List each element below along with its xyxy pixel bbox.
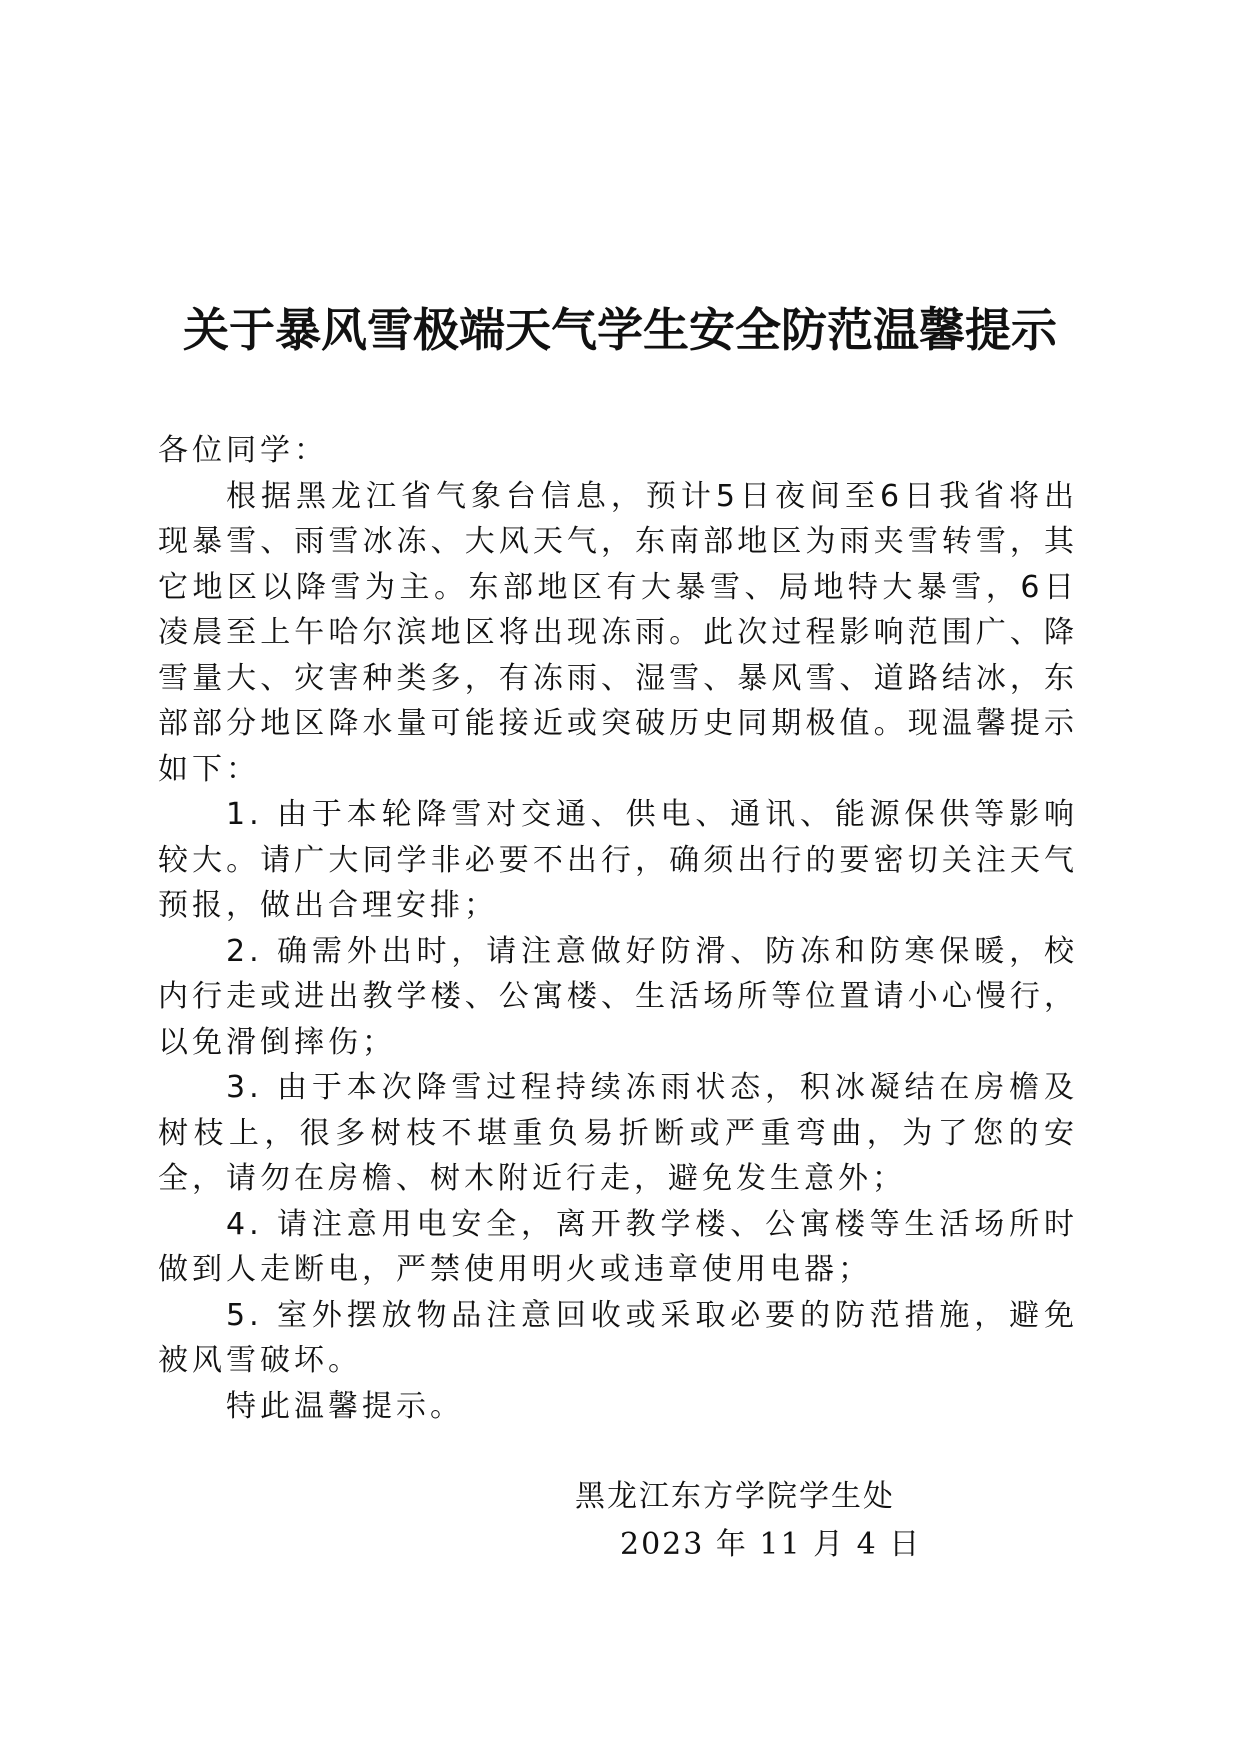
signature-organization: 黑龙江东方学院学生处 xyxy=(575,1479,895,1514)
document-body xyxy=(158,428,1078,1429)
closing-line: 特此温馨提示。 xyxy=(226,1388,464,1424)
document-title: 关于暴风雪极端天气学生安全防范温馨提示 xyxy=(183,303,1057,357)
notice-item-5: 5. 室外摆放物品注意回收或采取必要的防范措施，避免被风雪破坏。 xyxy=(158,1297,1078,1378)
notice-item-1: 1. 由于本轮降雪对交通、供电、通讯、能源保供等影响较大。请广大同学非必要不出行，确须出行的要密切关注天气预报，做出合理安排； xyxy=(158,797,1078,923)
notice-item-2: 2. 确需外出时，请注意做好防滑、防冻和防寒保暖，校内行走或进出教学楼、公寓楼、生活场所等位置请小心慢行，以免滑倒摔伤； xyxy=(158,933,1078,1060)
signature-block xyxy=(575,1473,975,1569)
notice-item-4: 4. 请注意用电安全，离开教学楼、公寓楼等生活场所时做到人走断电，严禁使用明火或违章使用电器； xyxy=(158,1206,1078,1287)
notice-item-3: 3. 由于本次降雪过程持续冻雨状态，积冰凝结在房檐及树枝上，很多树枝不堪重负易折断或严重弯曲，为了您的安全，请勿在房檐、树木附近行走，避免发生意外； xyxy=(158,1070,1078,1196)
salutation: 各位同学： xyxy=(158,433,328,468)
signature-date: 2023 年 11 月 4 日 xyxy=(620,1527,922,1562)
intro-paragraph: 根据黑龙江省气象台信息，预计5日夜间至6日我省将出现暴雪、雨雪冰冻、大风天气，东南部地区为雨夹雪转雪，其它地区以降雪为主。东部地区有大暴雪、局地特大暴雪，6日凌晨至上午哈尔滨地区将出现冻雨。此次过程影响范围广、降雪量大、灾害种类多，有冻雨、湿雪、暴风雪、道路结冰，东部部分地区降水量可能接近或突破历史同期极值。现温馨提示如下： xyxy=(158,478,1078,787)
